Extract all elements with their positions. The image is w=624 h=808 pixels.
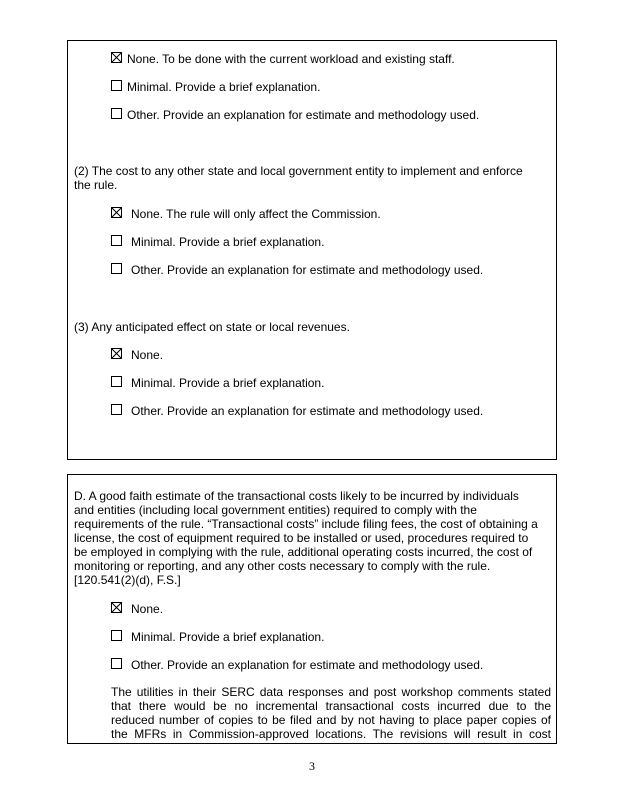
section-d-intro-line: be employed in complying with the rule, additional operating costs incurred, the cost of <box>74 545 533 559</box>
q2-question-line2: the rule. <box>74 178 118 192</box>
d-explanation-line: the MFRs in Commission-approved locations. The revisions will result in cost <box>111 727 551 741</box>
section-d-intro-line: monitoring or reporting, and any other costs necessary to comply with the rule. <box>74 559 491 573</box>
section-d-intro-line: D. A good faith estimate of the transactional costs likely to be incurred by individuals <box>74 489 519 503</box>
d-explanation-line: reduced number of copies to be filed and by not having to place paper copies of <box>111 713 551 727</box>
q2-other-checkbox[interactable] <box>111 263 122 274</box>
d-minimal-checkbox[interactable] <box>111 630 122 641</box>
section-d-intro-line: license, the cost of equipment required to be installed or used, procedures required to <box>74 531 529 545</box>
d-other-checkbox[interactable] <box>111 658 122 669</box>
q3-none-checkbox[interactable] <box>111 348 122 359</box>
d-none-checkbox[interactable] <box>111 602 122 613</box>
q1-other-checkbox[interactable] <box>111 108 122 119</box>
q2-minimal-checkbox[interactable] <box>111 235 122 246</box>
d-other-label: Other. Provide an explanation for estimate and methodology used. <box>131 658 484 672</box>
q1-none-checkbox[interactable] <box>111 52 122 63</box>
d-explanation-line: that there would be no incremental transactional costs incurred due to the <box>111 699 551 713</box>
q3-minimal-checkbox[interactable] <box>111 376 122 387</box>
section-d-intro-line: requirements of the rule. “Transactional costs” include filing fees, the cost of obtaining a <box>74 517 538 531</box>
q1-minimal-checkbox[interactable] <box>111 80 122 91</box>
q1-minimal-label: Minimal. Provide a brief explanation. <box>127 80 321 94</box>
d-explanation-line: The utilities in their SERC data responses and post workshop comments stated <box>111 685 551 699</box>
q3-other-checkbox[interactable] <box>111 404 122 415</box>
section-c-box <box>67 40 557 460</box>
section-d-intro-line: and entities (including local government entities) required to comply with the <box>74 503 477 517</box>
section-d-intro-line: [120.541(2)(d), F.S.] <box>74 573 181 587</box>
page-number: 3 <box>309 759 315 773</box>
q2-question-line1: (2) The cost to any other state and local government entity to implement and enforce <box>74 164 523 178</box>
d-minimal-label: Minimal. Provide a brief explanation. <box>131 630 325 644</box>
q3-none-label: None. <box>131 348 164 362</box>
q3-other-label: Other. Provide an explanation for estimate and methodology used. <box>131 404 484 418</box>
d-none-label: None. <box>131 602 164 616</box>
q2-other-label: Other. Provide an explanation for estimate and methodology used. <box>131 263 484 277</box>
q2-none-checkbox[interactable] <box>111 207 122 218</box>
q3-minimal-label: Minimal. Provide a brief explanation. <box>131 376 325 390</box>
q2-minimal-label: Minimal. Provide a brief explanation. <box>131 235 325 249</box>
q1-none-label: None. To be done with the current workload and existing staff. <box>127 52 455 66</box>
q2-none-label: None. The rule will only affect the Commission. <box>131 207 381 221</box>
q1-other-label: Other. Provide an explanation for estimate and methodology used. <box>127 108 480 122</box>
q3-question: (3) Any anticipated effect on state or local revenues. <box>74 320 350 334</box>
